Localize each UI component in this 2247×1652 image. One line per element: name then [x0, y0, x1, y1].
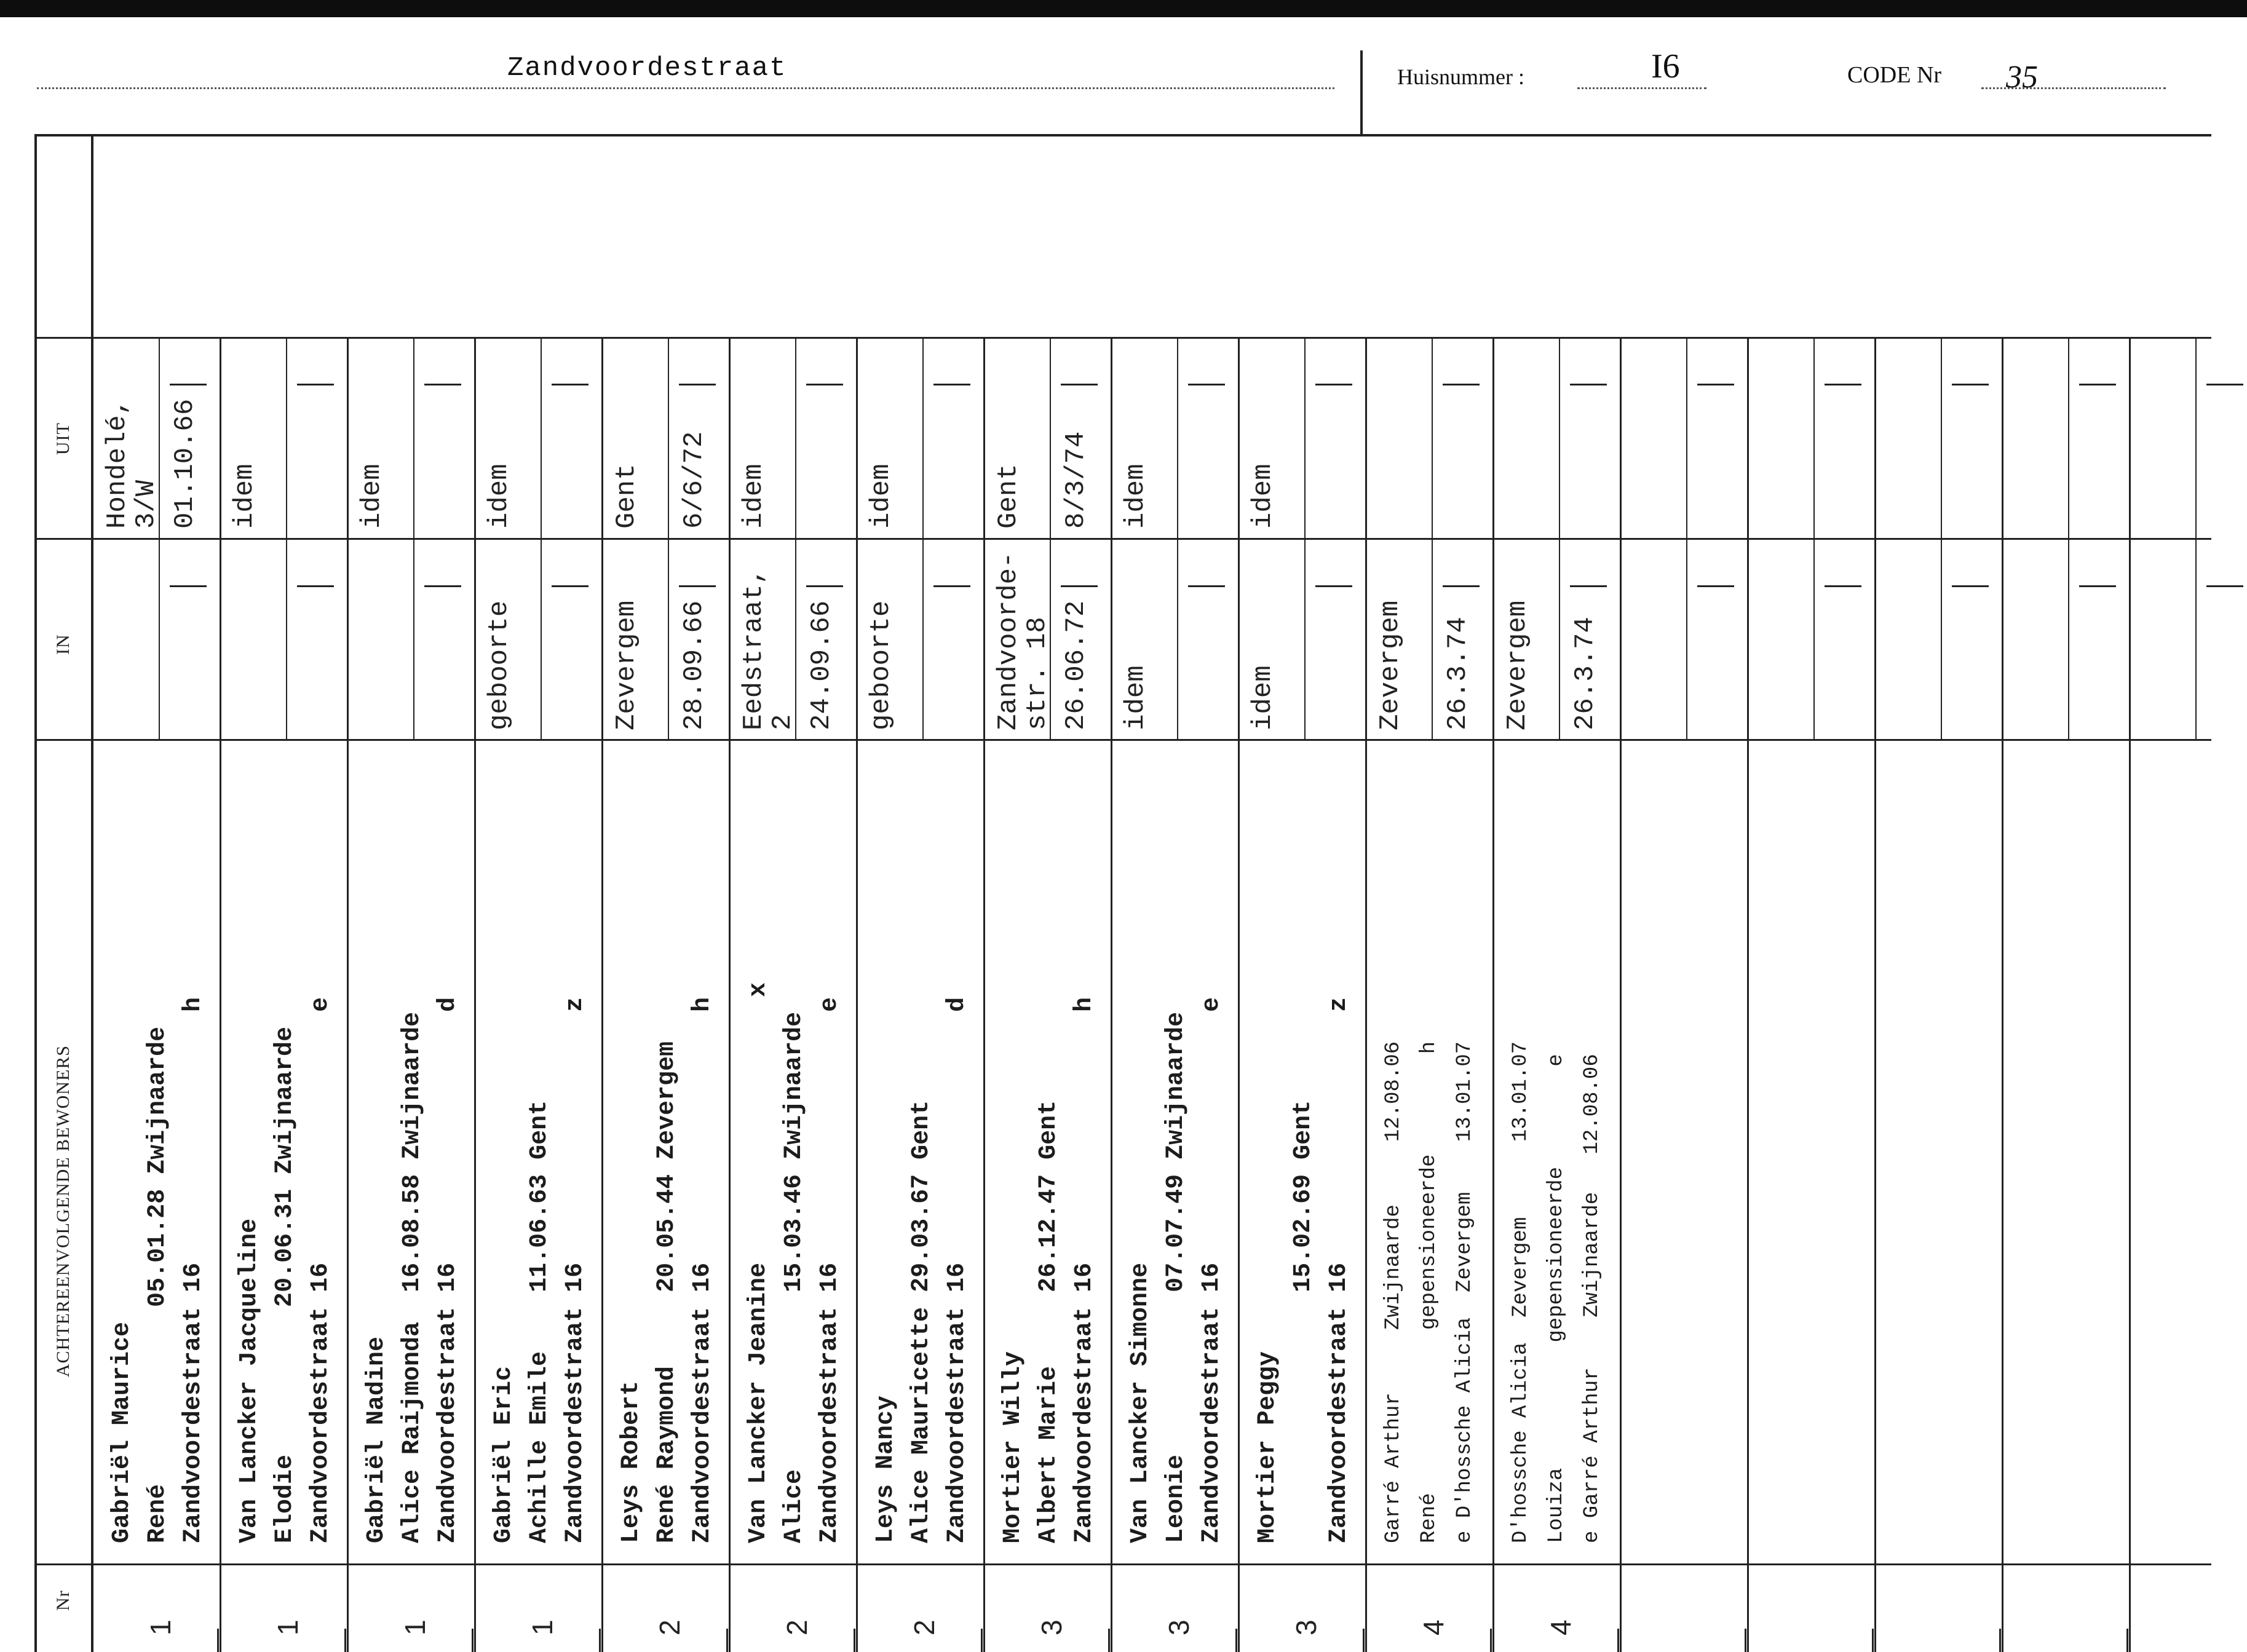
uit-dash — [933, 384, 970, 385]
column-divider — [1111, 337, 1112, 1652]
resident-line: Leys Robert — [617, 1380, 645, 1543]
bottom-tick — [854, 1629, 855, 1652]
row-number: 4 — [1417, 1619, 1449, 1635]
uit-place: idem — [484, 464, 515, 529]
column-divider — [1365, 337, 1367, 1652]
resident-line: Gabriël Maurice — [108, 1321, 136, 1543]
uit-dash — [806, 384, 843, 385]
resident-line: Alice Raijmonda 16.08.58 Zwijnaarde — [398, 1011, 426, 1543]
nr-column-label: Nr — [53, 1590, 73, 1611]
bottom-tick — [1617, 1629, 1619, 1652]
column-divider — [2129, 337, 2131, 1652]
uit-subcell-divider — [413, 337, 414, 538]
bottom-tick — [217, 1629, 219, 1652]
header-divider — [1360, 50, 1363, 135]
resident-line: Zandvoordestraat 16 h — [180, 997, 207, 1543]
uit-place: idem — [866, 464, 897, 529]
resident-line: Zandvoordestraat 16 d — [943, 997, 971, 1543]
uit-dash — [2079, 384, 2116, 385]
bewoners-nr-divider — [34, 1563, 2211, 1565]
table-top-border — [34, 134, 2211, 136]
uit-subcell-divider — [1813, 337, 1815, 538]
uit-subcell-divider — [2195, 337, 2197, 538]
resident-line: Alice 15.03.46 Zwijnaarde — [780, 1011, 808, 1543]
uit-subcell-divider — [1304, 337, 1306, 538]
in-dash — [933, 585, 970, 587]
in-place: Zevergem — [611, 600, 642, 730]
in-date: 26.3.74 — [1569, 617, 1601, 730]
column-divider — [1238, 337, 1240, 1652]
bewoners-column-label: ACHTEREENVOLGENDE BEWONERS — [53, 1045, 73, 1377]
bottom-tick — [1999, 1629, 2001, 1652]
resident-line: Zandvoordestraat 16 e — [307, 997, 335, 1543]
street-name: Zandvoordestraat — [507, 53, 787, 84]
resident-line: Leonie 07.07.49 Zwijnaarde — [1162, 1011, 1190, 1543]
in-dash — [297, 585, 334, 587]
column-divider — [474, 337, 476, 1652]
bottom-tick — [1490, 1629, 1492, 1652]
uit-place: idem — [739, 464, 769, 529]
resident-line: Albert Marie 26.12.47 Gent — [1035, 1100, 1063, 1543]
huisnummer-value: I6 — [1651, 47, 1680, 85]
column-divider — [601, 337, 603, 1652]
row-number: 4 — [1545, 1619, 1577, 1635]
column-divider — [1747, 337, 1749, 1652]
uit-place: idem — [1120, 464, 1151, 529]
uit-date: 6/6/72 — [678, 431, 710, 529]
in-bewoners-divider — [34, 739, 2211, 741]
in-place: Zevergem — [1375, 600, 1406, 730]
in-dash — [1443, 585, 1480, 587]
in-place: geboorte — [484, 600, 515, 730]
uit-dash — [170, 384, 207, 385]
resident-line: 15.02.69 Gent — [1290, 1100, 1317, 1543]
in-dash — [1697, 585, 1734, 587]
uit-in-divider — [34, 538, 2211, 540]
resident-line: Mortier Peggy — [1254, 1351, 1282, 1543]
resident-line: Gabriël Eric — [490, 1365, 518, 1543]
in-dash — [679, 585, 716, 587]
in-subcell-divider — [159, 538, 160, 739]
resident-line: Garré Arthur Zwijnaarde 12.08.06 — [1382, 1041, 1405, 1543]
uit-place: idem — [357, 464, 387, 529]
resident-line: Zandvoordestraat 16 e — [1198, 997, 1226, 1543]
in-place: idem — [1120, 665, 1151, 730]
in-dash — [424, 585, 461, 587]
column-divider — [220, 337, 221, 1652]
resident-line: Zandvoordestraat 16 z — [1325, 997, 1353, 1543]
uit-subcell-divider — [541, 337, 542, 538]
uit-subcell-divider — [286, 337, 287, 538]
bottom-tick — [981, 1629, 983, 1652]
uit-date: 01.10.66 — [169, 398, 200, 529]
column-divider — [856, 337, 858, 1652]
in-dash — [552, 585, 588, 587]
uit-place: idem — [1248, 464, 1278, 529]
huisnummer-label: Huisnummer : — [1397, 65, 1524, 89]
in-place: Eedstraat, 2 — [739, 567, 798, 730]
uit-subcell-divider — [2068, 337, 2069, 538]
resident-line: Van Lancker Simonne — [1127, 1262, 1154, 1543]
uit-dash — [1952, 384, 1989, 385]
bottom-tick — [1235, 1629, 1237, 1652]
uit-subcell-divider — [1050, 337, 1051, 538]
uit-dash — [1570, 384, 1607, 385]
uit-top-border — [34, 337, 2211, 339]
resident-line: René 05.01.28 Zwijnaarde — [144, 1026, 172, 1543]
in-dash — [1188, 585, 1225, 587]
uit-subcell-divider — [668, 337, 669, 538]
resident-line: Achille Emile 11.06.63 Gent — [526, 1100, 553, 1543]
column-divider — [1620, 337, 1622, 1652]
uit-dash — [297, 384, 334, 385]
in-subcell-divider — [286, 538, 287, 739]
in-subcell-divider — [1304, 538, 1306, 739]
column-divider — [2002, 337, 2003, 1652]
in-place: idem — [1248, 665, 1278, 730]
in-date: 26.06.72 — [1060, 600, 1092, 730]
in-dash — [2079, 585, 2116, 587]
resident-line: Zandvoordestraat 16 d — [434, 997, 462, 1543]
in-dash — [1570, 585, 1607, 587]
uit-dash — [1697, 384, 1734, 385]
uit-dash — [679, 384, 716, 385]
uit-subcell-divider — [1432, 337, 1433, 538]
in-dash — [1952, 585, 1989, 587]
uit-dash — [1061, 384, 1098, 385]
resident-line: Zandvoordestraat 16 h — [1071, 997, 1098, 1543]
bottom-tick — [726, 1629, 728, 1652]
row-number: 1 — [526, 1619, 558, 1635]
uit-subcell-divider — [922, 337, 924, 538]
row-number: 3 — [1036, 1619, 1068, 1635]
bottom-tick — [344, 1629, 346, 1652]
resident-line: e Garré Arthur Zwijnaarde 12.08.06 — [1580, 1054, 1604, 1543]
row-number: 3 — [1290, 1619, 1322, 1635]
uit-subcell-divider — [1559, 337, 1560, 538]
bottom-tick — [1363, 1629, 1365, 1652]
uit-dash — [1443, 384, 1480, 385]
resident-line: René Raymond 20.05.44 Zevergem — [653, 1041, 681, 1543]
label-column-divider — [91, 134, 93, 1652]
column-divider — [1874, 337, 1876, 1652]
in-subcell-divider — [1559, 538, 1560, 739]
uit-dash — [2206, 384, 2243, 385]
uit-place: idem — [229, 464, 260, 529]
in-subcell-divider — [1177, 538, 1178, 739]
resident-line: Mortier Willy — [999, 1351, 1027, 1543]
uit-dash — [1825, 384, 1861, 385]
in-date: 24.09.66 — [806, 600, 837, 730]
bottom-tick — [472, 1629, 474, 1652]
row-number: 1 — [272, 1619, 304, 1635]
row-number: 1 — [145, 1619, 176, 1635]
resident-line: Louiza gepensioneerde e — [1545, 1054, 1568, 1543]
uit-dash — [424, 384, 461, 385]
column-divider — [729, 337, 731, 1652]
uit-place: Gent — [993, 464, 1024, 529]
row-number: 3 — [1163, 1619, 1195, 1635]
resident-line: e D'hossche Alicia Zevergem 13.01.07 — [1453, 1041, 1476, 1543]
in-subcell-divider — [1686, 538, 1687, 739]
huisnummer-dotted-line — [1577, 87, 1706, 89]
uit-subcell-divider — [1941, 337, 1942, 538]
bottom-tick — [599, 1629, 601, 1652]
in-subcell-divider — [413, 538, 414, 739]
in-dash — [806, 585, 843, 587]
uit-subcell-divider — [795, 337, 796, 538]
in-place: Zandvoorde- str. 18 — [993, 551, 1053, 730]
uit-column-label: UIT — [53, 422, 73, 455]
uit-dash — [1315, 384, 1352, 385]
in-date: 28.09.66 — [678, 600, 710, 730]
bottom-tick — [1745, 1629, 1746, 1652]
row-number: 2 — [781, 1619, 813, 1635]
table-left-border — [34, 134, 37, 1652]
in-column-label: IN — [53, 634, 73, 655]
row-number: 2 — [654, 1619, 686, 1635]
column-divider — [1492, 337, 1494, 1652]
in-dash — [1061, 585, 1098, 587]
bottom-tick — [1108, 1629, 1110, 1652]
resident-line: Leys Nancy — [872, 1395, 900, 1543]
uit-place: Hondelé, 3/W — [102, 398, 162, 529]
resident-line: Zandvoordestraat 16 e — [816, 997, 844, 1543]
bottom-tick — [2126, 1629, 2128, 1652]
bottom-tick — [1872, 1629, 1874, 1652]
in-dash — [2206, 585, 2243, 587]
street-dotted-line — [37, 87, 1334, 89]
column-divider — [983, 337, 985, 1652]
in-place: geboorte — [866, 600, 897, 730]
uit-place: Gent — [611, 464, 642, 529]
resident-line: Zandvoordestraat 16 h — [689, 997, 716, 1543]
uit-subcell-divider — [1177, 337, 1178, 538]
resident-line: Zandvoordestraat 16 z — [561, 997, 589, 1543]
resident-line: René gepensioneerde h — [1417, 1041, 1441, 1543]
uit-dash — [1188, 384, 1225, 385]
resident-line: Van Lancker Jeanine x — [745, 982, 772, 1543]
in-subcell-divider — [2195, 538, 2197, 739]
in-subcell-divider — [541, 538, 542, 739]
uit-date: 8/3/74 — [1060, 431, 1092, 529]
in-dash — [1315, 585, 1352, 587]
column-divider — [347, 337, 349, 1652]
resident-line: Elodie 20.06.31 Zwijnaarde — [271, 1026, 299, 1543]
in-date: 26.3.74 — [1442, 617, 1473, 730]
in-subcell-divider — [1941, 538, 1942, 739]
row-number: 1 — [399, 1619, 431, 1635]
in-subcell-divider — [1432, 538, 1433, 739]
scan-top-edge — [0, 0, 2247, 17]
code-label: CODE Nr — [1847, 62, 1942, 88]
uit-dash — [552, 384, 588, 385]
resident-line: Alice Mauricette 29.03.67 Gent — [908, 1100, 935, 1543]
row-number: 2 — [908, 1619, 940, 1635]
in-dash — [1825, 585, 1861, 587]
code-value: 35 — [2006, 60, 2038, 95]
in-subcell-divider — [922, 538, 924, 739]
in-subcell-divider — [2068, 538, 2069, 739]
in-dash — [170, 585, 207, 587]
in-subcell-divider — [1813, 538, 1815, 739]
resident-line: D'hossche Alicia Zevergem 13.01.07 — [1509, 1041, 1532, 1543]
uit-subcell-divider — [1686, 337, 1687, 538]
in-place: Zevergem — [1502, 600, 1533, 730]
resident-line: Van Lancker Jacqueline — [236, 1218, 263, 1543]
resident-line: Gabriël Nadine — [363, 1336, 390, 1543]
in-subcell-divider — [668, 538, 669, 739]
